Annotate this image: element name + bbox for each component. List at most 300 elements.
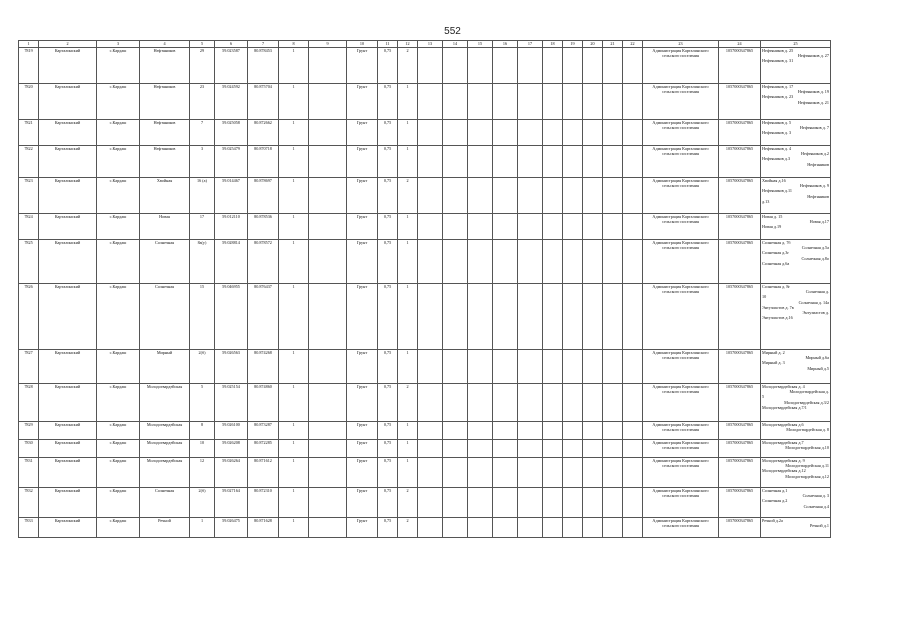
- cell-count: 1: [279, 422, 309, 440]
- cell-addresses: [761, 240, 831, 284]
- cell-empty: [583, 440, 603, 458]
- cell-district: Карталинский: [39, 350, 97, 384]
- cell-inn: 1057000347865: [719, 120, 761, 146]
- cell-empty: [583, 422, 603, 440]
- cell-empty: [603, 518, 623, 538]
- address-line: Солнечная д.1: [762, 488, 788, 493]
- cell-empty: [583, 48, 603, 84]
- cell-owner: Администрация Карталинского сельского поселения: [643, 146, 719, 178]
- cell-empty: [468, 84, 493, 120]
- cell-village: с.Кардаш: [97, 458, 140, 488]
- cell-volume: 0,75: [378, 422, 398, 440]
- cell-volume: 0,75: [378, 84, 398, 120]
- cell-inn: 1057000347865: [719, 458, 761, 488]
- cell-lat: 59.025058: [215, 120, 248, 146]
- cell-empty: [518, 458, 543, 488]
- cell-owner: Администрация Карталинского сельского поселения: [643, 384, 719, 422]
- cell-empty: [603, 488, 623, 518]
- cell-empty: [583, 350, 603, 384]
- cell-owner: Администрация Карталинского сельского поселения: [643, 284, 719, 350]
- cell-empty: [443, 350, 468, 384]
- cell-addresses: [761, 84, 831, 120]
- cell-street: Молодогвардейская: [140, 384, 190, 422]
- column-header: 21: [603, 41, 623, 48]
- cell-empty: [518, 120, 543, 146]
- cell-empty: [623, 214, 643, 240]
- cell-empty: [418, 146, 443, 178]
- table-row: [19, 48, 831, 84]
- cell-surface: Грунт: [347, 240, 378, 284]
- cell-empty: [443, 146, 468, 178]
- cell-house: 8: [190, 422, 215, 440]
- address-line: 5: [762, 394, 765, 400]
- cell-lat: 59.024592: [215, 84, 248, 120]
- cell-empty: [563, 146, 583, 178]
- cell-empty: [468, 178, 493, 214]
- cell-empty: [583, 84, 603, 120]
- cell-volume: 0,75: [378, 48, 398, 84]
- address-line: Солнечная д. 8г: [762, 284, 791, 289]
- cell-empty: [518, 146, 543, 178]
- cell-addresses: [761, 458, 831, 488]
- address-line: Солнечная д.5а: [801, 245, 829, 251]
- table-row: [19, 458, 831, 488]
- address-line: 10: [762, 294, 767, 300]
- cell-house: 1: [190, 518, 215, 538]
- cell-empty: [518, 422, 543, 440]
- cell-addresses: [761, 284, 831, 350]
- cell-no: 7825: [19, 240, 39, 284]
- cell-addresses: [761, 146, 831, 178]
- address-line: Мирный д.6а: [805, 355, 829, 361]
- table-row: [19, 384, 831, 422]
- cell-district: Карталинский: [39, 84, 97, 120]
- cell-house: 16 (а): [190, 178, 215, 214]
- cell-street: Солнечная: [140, 240, 190, 284]
- register-table: [18, 40, 831, 538]
- cell-volume: 0,75: [378, 384, 398, 422]
- cell-empty: [623, 178, 643, 214]
- address-line: Энтузиастов д.16: [762, 315, 793, 321]
- cell-surface: Грунт: [347, 178, 378, 214]
- cell-empty: [563, 422, 583, 440]
- cell-empty: [623, 350, 643, 384]
- address-line: Речной д.2а: [762, 518, 783, 523]
- cell-empty: [418, 488, 443, 518]
- cell-inn: 1057000347865: [719, 518, 761, 538]
- cell-empty: [468, 518, 493, 538]
- cell-empty: [493, 440, 518, 458]
- cell-empty: [563, 440, 583, 458]
- cell-surface: Грунт: [347, 440, 378, 458]
- cell-inn: 1057000347865: [719, 422, 761, 440]
- cell-empty: [443, 178, 468, 214]
- cell-empty: [468, 240, 493, 284]
- cell-owner: Администрация Карталинского сельского поселения: [643, 488, 719, 518]
- cell-empty: [623, 422, 643, 440]
- cell-count: 1: [279, 284, 309, 350]
- address-line: Солнечная д.6а: [762, 260, 790, 266]
- address-line: Нефтяников д. 9: [799, 183, 829, 189]
- column-header: 11: [378, 41, 398, 48]
- table-row: [19, 488, 831, 518]
- cell-lon: 80.875704: [248, 84, 279, 120]
- cell-empty: [309, 284, 347, 350]
- cell-inn: 1057000347865: [719, 84, 761, 120]
- cell-empty: [418, 214, 443, 240]
- address-line: Солнечная д.4: [803, 503, 829, 509]
- cell-house: 23: [190, 84, 215, 120]
- cell-lon: 80.872310: [248, 488, 279, 518]
- cell-empty: [493, 146, 518, 178]
- cell-empty: [418, 178, 443, 214]
- cell-empty: [443, 518, 468, 538]
- cell-lat: 59.026563: [215, 350, 248, 384]
- cell-empty: [468, 422, 493, 440]
- column-header: 24: [719, 41, 761, 48]
- cell-surface: Грунт: [347, 284, 378, 350]
- cell-owner: Администрация Карталинского сельского поселения: [643, 240, 719, 284]
- cell-empty: [623, 488, 643, 518]
- cell-lat: 59.026208: [215, 440, 248, 458]
- address-line: д.13: [762, 198, 770, 204]
- cell-empty: [583, 178, 603, 214]
- column-header: 22: [623, 41, 643, 48]
- cell-lat: 59.027164: [215, 488, 248, 518]
- cell-inn: 1057000347865: [719, 240, 761, 284]
- cell-no: 7831: [19, 458, 39, 488]
- cell-house: 5: [190, 384, 215, 422]
- cell-empty: [443, 240, 468, 284]
- table-body: [19, 48, 831, 538]
- cell-empty: [583, 146, 603, 178]
- cell-empty: [623, 458, 643, 488]
- cell-empty: [309, 120, 347, 146]
- cell-empty: [543, 350, 563, 384]
- cell-owner: Администрация Карталинского сельского поселения: [643, 458, 719, 488]
- cell-street: Солнечная: [140, 284, 190, 350]
- cell-village: с.Кардаш: [97, 384, 140, 422]
- cell-lat: 59.026264: [215, 458, 248, 488]
- address-line: Молодогвардейская д.12: [785, 473, 829, 479]
- cell-empty: [309, 146, 347, 178]
- address-line: Новая д.17: [809, 219, 829, 225]
- cell-empty: [603, 440, 623, 458]
- cell-empty: [518, 440, 543, 458]
- cell-addresses: [761, 440, 831, 458]
- address-line: Нефтяников д.3: [762, 156, 791, 162]
- cell-empty: [583, 458, 603, 488]
- cell-empty: [518, 240, 543, 284]
- cell-owner: Администрация Карталинского сельского поселения: [643, 350, 719, 384]
- cell-bins: 1: [398, 146, 418, 178]
- address-line: Нефтяников д. 23: [762, 94, 794, 100]
- cell-addresses: [761, 350, 831, 384]
- cell-street: Новая: [140, 214, 190, 240]
- column-header: 15: [468, 41, 493, 48]
- cell-empty: [418, 458, 443, 488]
- cell-house: 29: [190, 48, 215, 84]
- cell-empty: [443, 214, 468, 240]
- cell-empty: [493, 48, 518, 84]
- cell-village: с.Кардаш: [97, 518, 140, 538]
- table-row: [19, 146, 831, 178]
- cell-empty: [418, 350, 443, 384]
- cell-district: Карталинский: [39, 518, 97, 538]
- header-row: [19, 41, 831, 48]
- cell-count: 1: [279, 214, 309, 240]
- cell-empty: [493, 488, 518, 518]
- address-line: Солнечная д. 3: [802, 493, 829, 499]
- address-line: Нефтяников д. 17: [762, 84, 794, 89]
- cell-empty: [583, 284, 603, 350]
- cell-empty: [468, 350, 493, 384]
- table-row: [19, 84, 831, 120]
- cell-lat: 59.012110: [215, 214, 248, 240]
- cell-empty: [603, 350, 623, 384]
- cell-inn: 1057000347865: [719, 146, 761, 178]
- cell-count: 1: [279, 48, 309, 84]
- cell-empty: [603, 240, 623, 284]
- cell-empty: [543, 284, 563, 350]
- cell-empty: [583, 240, 603, 284]
- cell-empty: [418, 240, 443, 284]
- cell-empty: [563, 384, 583, 422]
- address-line: Нефтяников д.11: [762, 188, 792, 194]
- column-header: 18: [543, 41, 563, 48]
- cell-empty: [603, 178, 623, 214]
- cell-empty: [493, 240, 518, 284]
- address-line: Молодогвардейская д.: [789, 389, 829, 395]
- cell-no: 7821: [19, 120, 39, 146]
- cell-lon: 80.873287: [248, 422, 279, 440]
- cell-surface: Грунт: [347, 350, 378, 384]
- column-header: 17: [518, 41, 543, 48]
- cell-empty: [518, 488, 543, 518]
- address-line: Новая д.19: [762, 224, 782, 230]
- cell-lat: 59.025479: [215, 146, 248, 178]
- cell-owner: Администрация Карталинского сельского поселения: [643, 48, 719, 84]
- cell-street: Нефтяников: [140, 146, 190, 178]
- table-row: [19, 120, 831, 146]
- cell-lat: 59.026100: [215, 422, 248, 440]
- column-header: 10: [347, 41, 378, 48]
- cell-bins: 2: [398, 488, 418, 518]
- cell-lon: 80.870718: [248, 146, 279, 178]
- cell-empty: [623, 146, 643, 178]
- cell-street: Речной: [140, 518, 190, 538]
- cell-empty: [518, 214, 543, 240]
- cell-district: Карталинский: [39, 120, 97, 146]
- address-line: Нефтяников д. 21: [797, 99, 829, 105]
- cell-inn: 1057000347865: [719, 48, 761, 84]
- cell-district: Карталинский: [39, 48, 97, 84]
- cell-empty: [623, 384, 643, 422]
- cell-empty: [623, 120, 643, 146]
- cell-district: Карталинский: [39, 440, 97, 458]
- cell-empty: [309, 422, 347, 440]
- cell-village: с.Кардаш: [97, 120, 140, 146]
- cell-bins: 1: [398, 240, 418, 284]
- cell-empty: [563, 518, 583, 538]
- cell-surface: Грунт: [347, 384, 378, 422]
- table-row: [19, 422, 831, 440]
- cell-empty: [603, 84, 623, 120]
- cell-street: Нефтяников: [140, 48, 190, 84]
- cell-lat: 59.026475: [215, 518, 248, 538]
- cell-volume: 0,75: [378, 284, 398, 350]
- table-row: [19, 178, 831, 214]
- cell-district: Карталинский: [39, 488, 97, 518]
- cell-empty: [623, 284, 643, 350]
- cell-volume: 0,75: [378, 458, 398, 488]
- address-line: Солнечная д. 7б: [762, 240, 791, 245]
- address-line: Нефтяников д. 7: [799, 125, 829, 131]
- cell-empty: [418, 84, 443, 120]
- cell-empty: [543, 488, 563, 518]
- cell-house: 15: [190, 284, 215, 350]
- cell-count: 1: [279, 384, 309, 422]
- cell-empty: [583, 120, 603, 146]
- address-line: Молодогвардейская д.10: [785, 445, 829, 451]
- cell-no: 7824: [19, 214, 39, 240]
- cell-surface: Грунт: [347, 422, 378, 440]
- address-line: Молодогвардейская д.12: [762, 468, 806, 474]
- cell-empty: [603, 48, 623, 84]
- cell-empty: [518, 350, 543, 384]
- cell-no: 7828: [19, 384, 39, 422]
- column-header: 1: [19, 41, 39, 48]
- cell-bins: 2: [398, 48, 418, 84]
- table-row: [19, 350, 831, 384]
- cell-district: Карталинский: [39, 146, 97, 178]
- cell-empty: [309, 488, 347, 518]
- address-line: Солнечная д. 14а: [798, 299, 829, 305]
- column-header: 13: [418, 41, 443, 48]
- cell-lon: 80.878536: [248, 214, 279, 240]
- cell-count: 1: [279, 120, 309, 146]
- address-line: Нефтяников д.2: [800, 151, 829, 157]
- cell-empty: [543, 422, 563, 440]
- cell-surface: Грунт: [347, 214, 378, 240]
- cell-empty: [443, 120, 468, 146]
- cell-count: 1: [279, 350, 309, 384]
- cell-district: Карталинский: [39, 284, 97, 350]
- cell-village: с.Кардаш: [97, 84, 140, 120]
- cell-empty: [468, 440, 493, 458]
- cell-house: 7: [190, 120, 215, 146]
- address-line: Энтузиастов д.: [802, 310, 829, 316]
- cell-volume: 0,75: [378, 440, 398, 458]
- address-line: Энтузиастов д. 7в: [762, 304, 794, 310]
- cell-house: 3: [190, 146, 215, 178]
- cell-addresses: [761, 120, 831, 146]
- cell-house: 2(б): [190, 350, 215, 384]
- cell-house: 10: [190, 440, 215, 458]
- cell-empty: [563, 350, 583, 384]
- cell-surface: Грунт: [347, 120, 378, 146]
- cell-volume: 0,75: [378, 350, 398, 384]
- cell-addresses: [761, 384, 831, 422]
- cell-owner: Администрация Карталинского сельского поселения: [643, 120, 719, 146]
- cell-inn: 1057000347865: [719, 488, 761, 518]
- cell-no: 7829: [19, 422, 39, 440]
- cell-empty: [543, 84, 563, 120]
- cell-empty: [309, 518, 347, 538]
- cell-empty: [468, 384, 493, 422]
- cell-inn: 1057000347865: [719, 350, 761, 384]
- cell-empty: [563, 178, 583, 214]
- cell-empty: [468, 146, 493, 178]
- cell-empty: [563, 84, 583, 120]
- cell-count: 1: [279, 440, 309, 458]
- cell-owner: Администрация Карталинского сельского поселения: [643, 422, 719, 440]
- cell-house: 17: [190, 214, 215, 240]
- cell-empty: [493, 518, 518, 538]
- column-header: 3: [97, 41, 140, 48]
- cell-addresses: [761, 178, 831, 214]
- cell-no: 7832: [19, 488, 39, 518]
- column-header: 23: [643, 41, 719, 48]
- cell-house: 8а(у): [190, 240, 215, 284]
- cell-empty: [493, 120, 518, 146]
- cell-surface: Грунт: [347, 458, 378, 488]
- cell-empty: [443, 458, 468, 488]
- column-header: 19: [563, 41, 583, 48]
- address-line: Нефтяников д. 3: [762, 130, 792, 136]
- cell-empty: [309, 240, 347, 284]
- cell-empty: [563, 488, 583, 518]
- cell-inn: 1057000347865: [719, 214, 761, 240]
- cell-empty: [443, 48, 468, 84]
- cell-empty: [418, 120, 443, 146]
- address-line: Солнечная д.8о: [801, 255, 829, 261]
- address-line: Нефтяников д. 25: [762, 48, 794, 53]
- cell-surface: Грунт: [347, 48, 378, 84]
- cell-village: с.Кардаш: [97, 178, 140, 214]
- cell-lat: 59.023587: [215, 48, 248, 84]
- column-header: 5: [190, 41, 215, 48]
- cell-empty: [418, 422, 443, 440]
- cell-lon: 80.878697: [248, 178, 279, 214]
- cell-empty: [309, 178, 347, 214]
- address-line: Речной д.1: [809, 523, 829, 529]
- cell-district: Карталинский: [39, 214, 97, 240]
- column-header: 14: [443, 41, 468, 48]
- cell-village: с.Кардаш: [97, 488, 140, 518]
- address-line: Хвойная д.16: [762, 178, 786, 183]
- cell-owner: Администрация Карталинского сельского поселения: [643, 440, 719, 458]
- cell-empty: [543, 178, 563, 214]
- cell-empty: [623, 440, 643, 458]
- cell-empty: [493, 350, 518, 384]
- cell-volume: 0,75: [378, 240, 398, 284]
- address-line: Нефтяников д. 31: [762, 58, 794, 64]
- column-header: 6: [215, 41, 248, 48]
- cell-no: 7820: [19, 84, 39, 120]
- cell-empty: [603, 458, 623, 488]
- cell-surface: Грунт: [347, 84, 378, 120]
- cell-street: Молодогвардейская: [140, 422, 190, 440]
- cell-owner: Администрация Карталинского сельского поселения: [643, 214, 719, 240]
- cell-empty: [443, 84, 468, 120]
- cell-count: 1: [279, 178, 309, 214]
- cell-bins: 1: [398, 84, 418, 120]
- address-line: Нефтяников: [807, 193, 829, 199]
- table-row: [19, 214, 831, 240]
- cell-empty: [518, 284, 543, 350]
- cell-volume: 0,75: [378, 214, 398, 240]
